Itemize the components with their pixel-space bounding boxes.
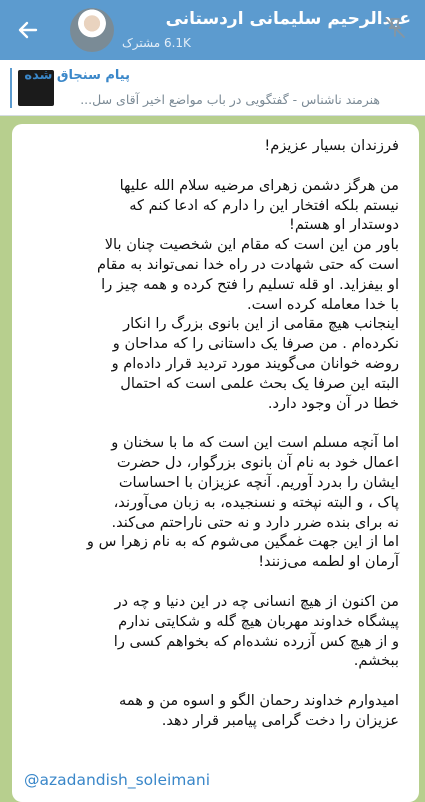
message-paragraph: من هرگز دشمن زهرای مرضیه سلام الله علیها نیستم بلکه افتخار این را دارم که ادعا کنم که دوستدار او هستم! باور من این است که مقام این شخصیت چنان بالا است که حتی شهادت در راه خدا نمی‌تواند به مقام او بیفزاید. او قله تسلیم را فتح کرده و همه چیز را با خدا معامله کرده است. اینجانب هیچ مقامی از این بانوی بزرگ را انکار نکرده‌ام . من صرفا یک داستانی را که مداحان و روضه خوانان می‌گویند مورد تردید قرار داده‌ام و البته این صرفا یک بحث علمی است که احتمال خطا در آن وجود دارد. [96,176,399,412]
message-paragraph: اما آنچه مسلم است این است که ما با سخنان و اعمال خود به نام آن بانوی بزرگوار، دل حضرت ایشان را بدرد آوریم. آنچه عزیزان با احساسات پاک ، و البته نپخته و نسنجیده، به زبان می‌آورند، نه برای بنده ضرر دارد و نه حتی ناراحتم می‌کند. اما از این جهت غمگین می‌شوم که به نام زهرا س و آرمان او لطمه می‌زنند! [86,434,399,571]
pin-off-icon [382,15,408,41]
unpin-button[interactable] [382,15,408,41]
message-paragraph: امیدوارم خداوند رحمان الگو و اسوه من و همه عزیزان را دخت گرامی پیامبر قرار دهد. [119,692,399,729]
subscriber-count: 6.1K مشترک [122,36,191,50]
chat-header [0,0,425,60]
message-body [34,136,399,751]
channel-mention-link[interactable]: @azadandish_soleimani [24,771,211,789]
back-arrow-icon [17,19,39,41]
pinned-preview: هنرمند ناشناس - گفتگویی در باب مواضع اخیر آقای سل... [80,92,380,107]
pinned-label: پیام سنجاق شده [24,68,130,83]
channel-avatar[interactable] [70,8,114,52]
message-paragraph: فرزندان بسیار عزیزم! [264,137,399,154]
back-button[interactable] [12,14,44,46]
channel-title[interactable]: عبدالرحیم سلیمانی اردستانی [165,9,411,29]
message-paragraph: من اکنون از هیچ انسانی چه در این دنیا و چه در پیشگاه خداوند مهربان هیچ گله و شکایتی ندارم و از هیچ کس آزرده نشده‌ام که بخواهم کسی را ببخشم. [113,592,399,670]
pinned-indicator [10,68,12,108]
